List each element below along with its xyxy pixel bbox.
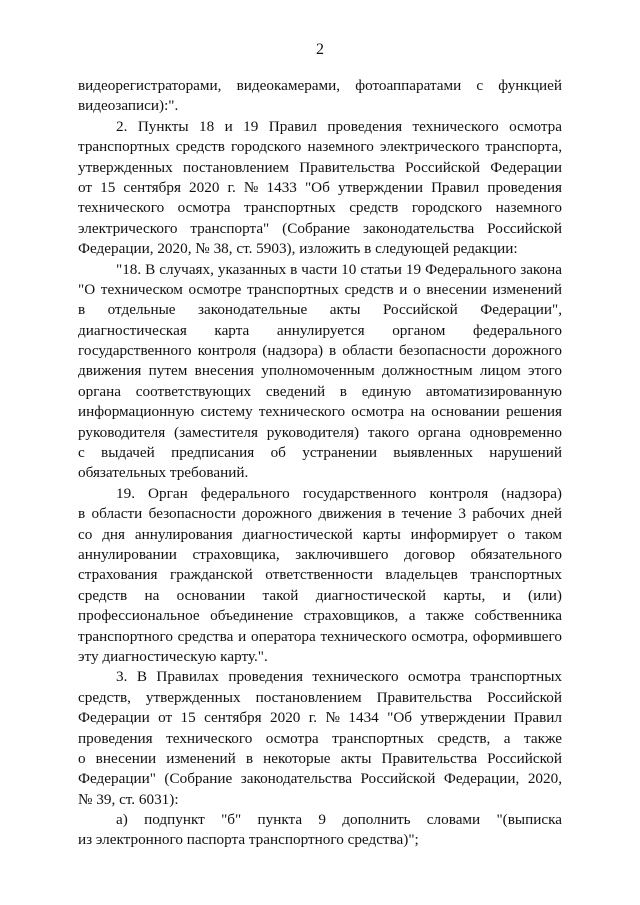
text-line: страхования гражданской ответственности владельцев транспортных: [78, 566, 562, 584]
text-line: информационную систему технического осмотра на основании решения: [78, 403, 562, 421]
text-line: транспортного средства и оператора технического осмотра, оформившего: [78, 627, 562, 645]
text-line: видеорегистраторами, видеокамерами, фотоаппаратами с функцией: [78, 77, 562, 94]
text-line: № 39, ст. 6031):: [78, 790, 179, 808]
text-line: со дня аннулирования диагностической карты информирует о таком: [78, 525, 562, 543]
text-line: диагностическая карта аннулируется органом федерального: [78, 321, 562, 339]
text-line: средств, утвержденных постановлением Правительства Российской: [78, 688, 562, 706]
text-line: Федерации" (Собрание законодательства Российской Федерации, 2020,: [78, 770, 562, 788]
text-line: от 15 сентября 2020 г. № 1433 "Об утверждении Правил проведения: [78, 178, 562, 196]
text-line: органа соответствующих сведений в единую автоматизированную: [78, 382, 562, 400]
page-number: 2: [316, 41, 324, 58]
text-line: электрического транспорта" (Собрание законодательства Российской: [78, 219, 562, 237]
document-body: [78, 76, 562, 851]
text-line: "О техническом осмотре транспортных средств и о внесении изменений: [78, 280, 562, 298]
text-line: а) подпункт "б" пункта 9 дополнить словами "(выписка: [116, 811, 562, 829]
text-line: транспортных средств городского наземного электрического транспорта,: [78, 138, 562, 156]
text-line: 3. В Правилах проведения технического осмотра транспортных: [116, 668, 562, 686]
text-line: о внесении изменений в некоторые акты Правительства Российской: [78, 749, 562, 767]
text-line: из электронного паспорта транспортного средства)";: [78, 831, 419, 849]
text-line: утвержденных постановлением Правительства Российской Федерации: [78, 158, 562, 176]
text-line: "18. В случаях, указанных в части 10 статьи 19 Федерального закона: [116, 260, 562, 278]
text-line: видеозаписи):".: [78, 97, 179, 115]
text-line: обязательных требований.: [78, 464, 249, 482]
text-line: Федерации от 15 сентября 2020 г. № 1434 "Об утверждении Правил: [78, 709, 562, 727]
text-line: Федерации, 2020, № 38, ст. 5903), изложить в следующей редакции:: [78, 240, 518, 258]
text-line: средств на основании такой диагностической карты, и (или): [78, 586, 562, 604]
text-line: государственного контроля (надзора) в области безопасности дорожного: [78, 342, 562, 360]
text-line: проведения технического осмотра транспортных средств, а также: [78, 729, 562, 747]
text-line: профессиональное объединение страховщиков, а также собственника: [78, 607, 562, 625]
text-line: руководителя (заместителя руководителя) такого органа одновременно: [78, 423, 562, 441]
text-line: эту диагностическую карту.".: [78, 647, 268, 665]
text-line: 19. Орган федерального государственного контроля (надзора): [116, 484, 562, 502]
text-line: аннулировании страховщика, заключившего договор обязательного: [78, 545, 562, 563]
text-line: движения путем внесения уполномоченным должностным лицом этого: [78, 362, 562, 380]
text-line: технического осмотра транспортных средств городского наземного: [78, 199, 562, 217]
text-line: в отдельные законодательные акты Российской Федерации",: [78, 301, 562, 319]
text-line: в области безопасности дорожного движения в течение 3 рабочих дней: [78, 505, 562, 523]
text-line: с выдачей предписания об устранении выявленных нарушений: [78, 444, 562, 462]
text-line: 2. Пункты 18 и 19 Правил проведения технического осмотра: [116, 117, 562, 135]
